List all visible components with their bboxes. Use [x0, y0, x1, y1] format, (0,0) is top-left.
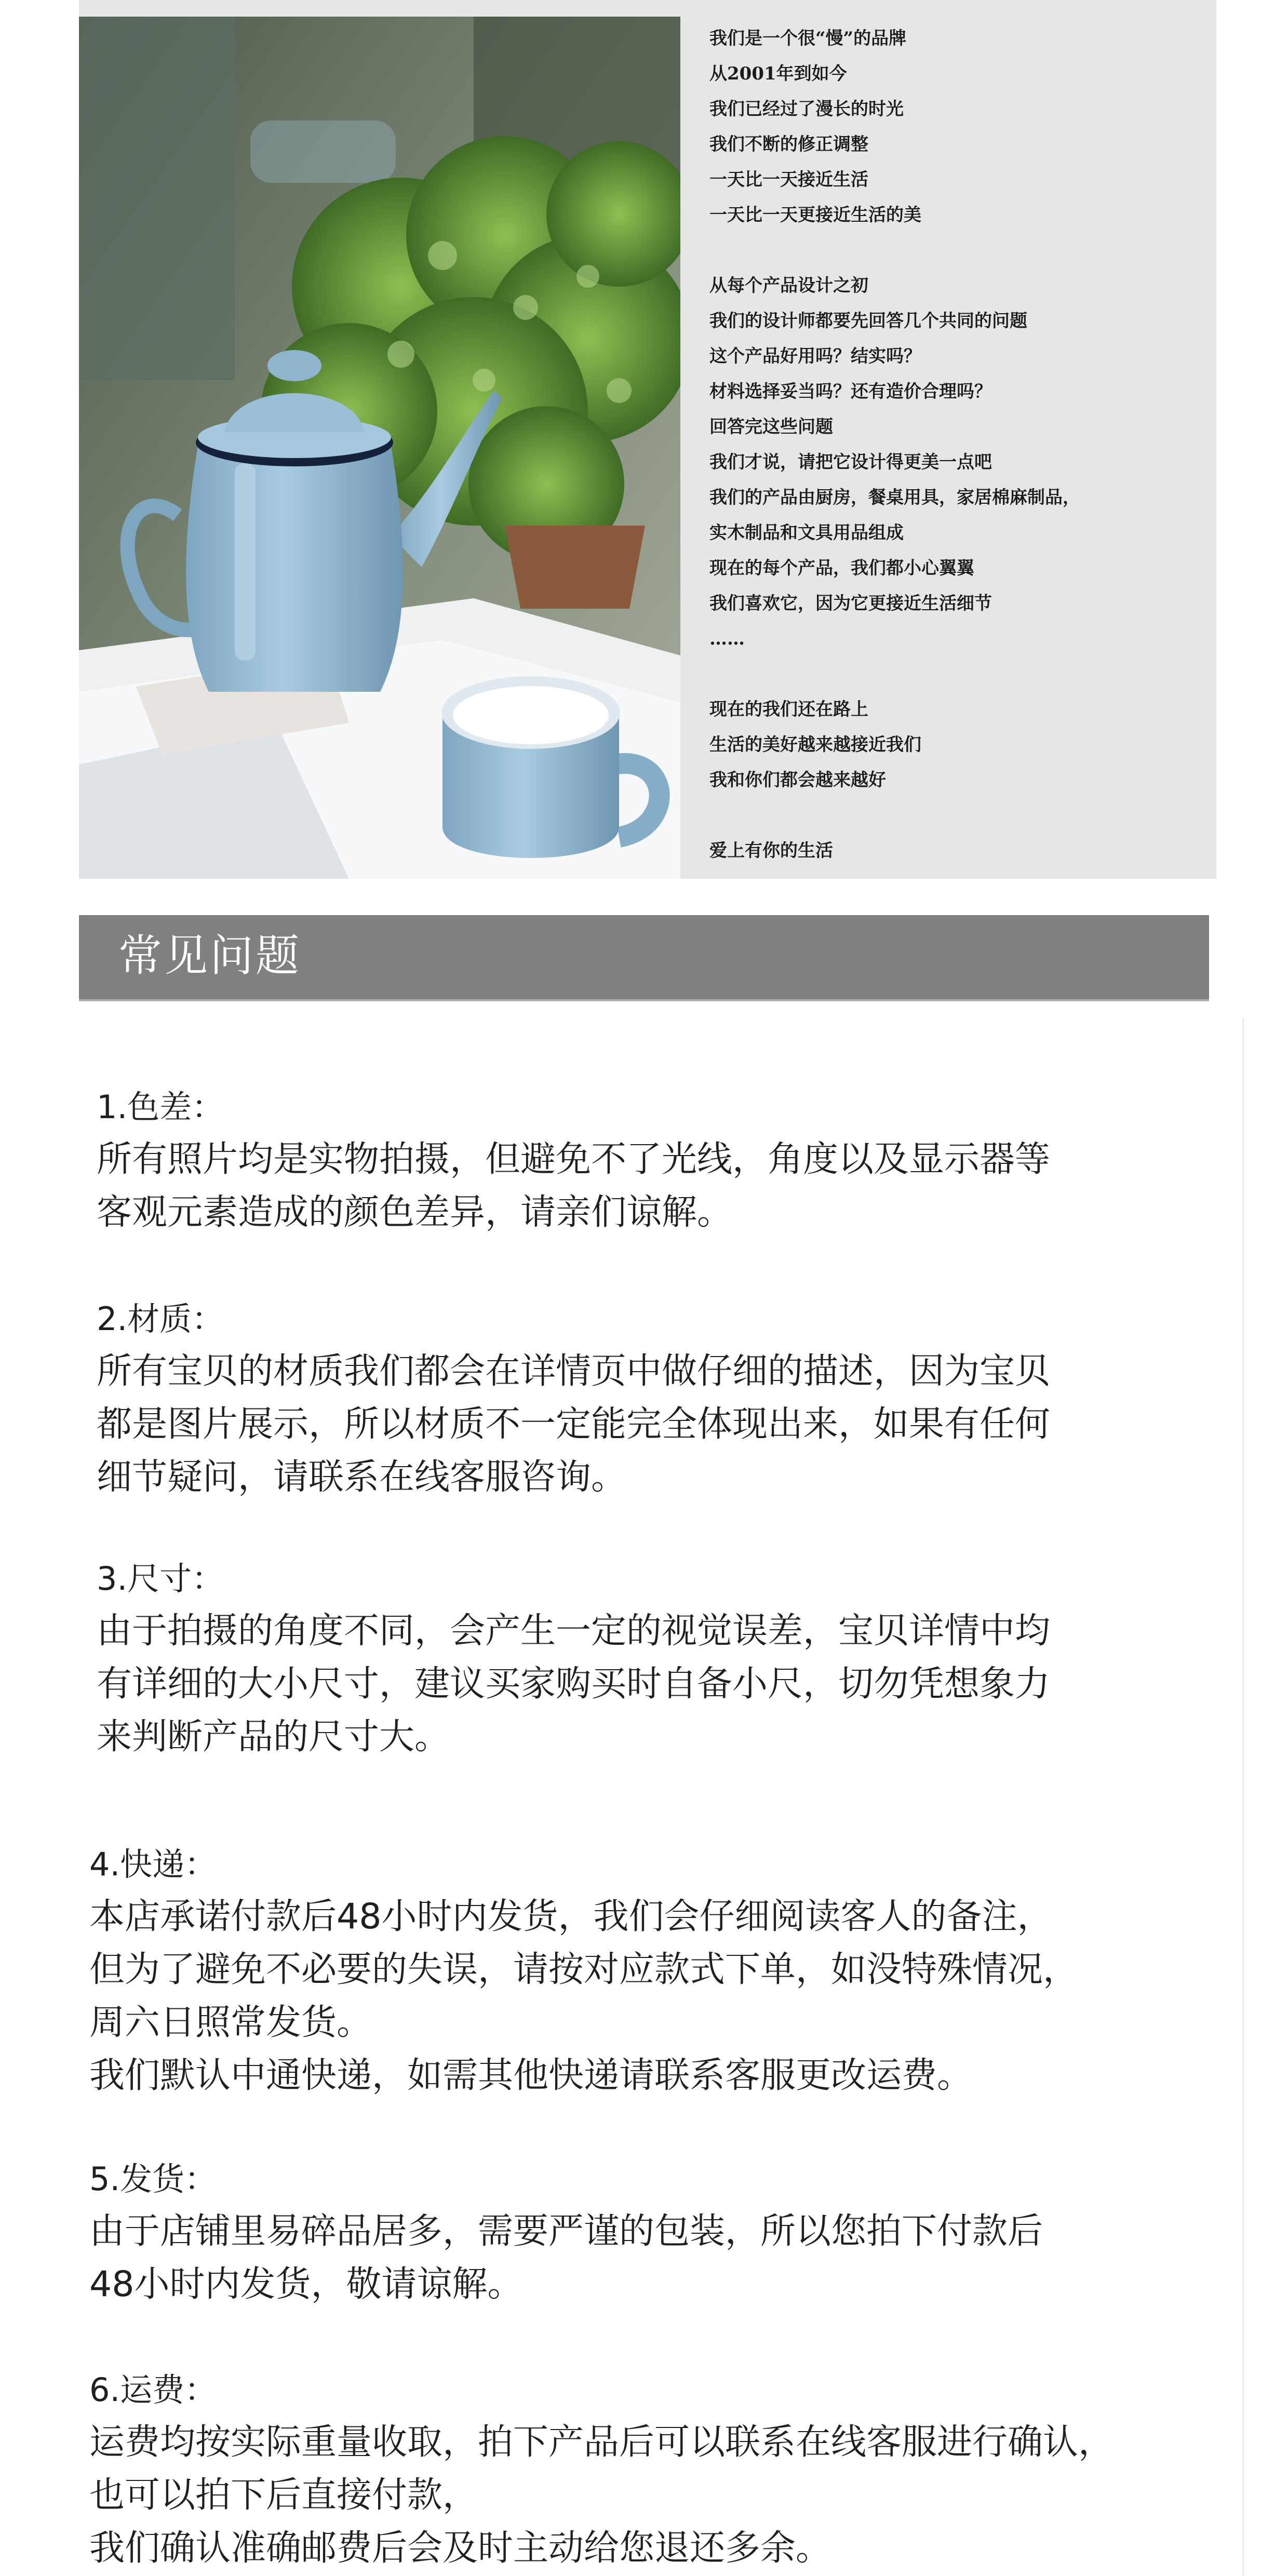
faq-answer-line: 48小时内发货，敬请谅解。: [89, 2264, 523, 2305]
faq-answer: [89, 2416, 1113, 2575]
story-line: 这个产品好用吗？结实吗？: [709, 346, 921, 367]
faq-answer-line: 本店承诺付款后48小时内发货，我们会仔细阅读客人的备注，: [89, 1896, 1053, 1937]
story-line: 我们不断的修正调整: [709, 134, 868, 155]
faq-answer-line: 细节疑问，请联系在线客服咨询。: [97, 1457, 627, 1498]
story-line: 实木制品和文具用品组成: [709, 522, 904, 543]
story-line: 我们才说，请把它设计得更美一点吧: [709, 452, 992, 473]
story-line: 我们的设计师都要先回答几个共同的问题: [709, 311, 1027, 331]
faq-answer-line: 所有宝贝的材质我们都会在详情页中做仔细的描述，因为宝贝: [97, 1351, 1051, 1392]
story-line: ……: [709, 628, 745, 649]
faq-answer-line: 我们默认中通快递，如需其他快递请联系客服更改运费。: [89, 2055, 973, 2096]
faq-question: 1.色差：: [97, 1088, 224, 1126]
story-line: 材料选择妥当吗？还有造价合理吗？: [709, 381, 992, 402]
faq-item-freight: [89, 2364, 1113, 2575]
faq-answer: [97, 1133, 1050, 1239]
faq-answer-line: 由于拍摄的角度不同，会产生一定的视觉误差，宝贝详情中均: [97, 1611, 1051, 1652]
faq-answer: [89, 2205, 1043, 2311]
faq-answer: [97, 1345, 1050, 1504]
faq-answer-line: 但为了避免不必要的失误，请按对应款式下单，如没特殊情况，: [89, 1949, 1079, 1990]
faq-answer: [97, 1605, 1050, 1764]
story-line: 回答完这些问题: [709, 417, 833, 437]
faq-answer-line: 所有照片均是实物拍摄，但避免不了光线，角度以及显示器等: [97, 1139, 1051, 1180]
story-line: 一天比一天接近生活: [709, 169, 868, 190]
faq-question: 5.发货：: [89, 2160, 217, 2198]
faq-answer-line: 都是图片展示，所以材质不一定能完全体现出来，如果有任何: [97, 1404, 1051, 1445]
faq-answer-line: 运费均按实际重量收取，拍下产品后可以联系在线客服进行确认，: [89, 2422, 1114, 2463]
faq-item-shipping: [89, 2153, 1043, 2311]
faq-header-bar: [79, 915, 1209, 1001]
faq-item-size: [97, 1553, 1050, 1764]
divider: [1242, 1018, 1244, 2576]
story-line: 一天比一天更接近生活的美: [709, 205, 921, 225]
story-line: 生活的美好越来越接近我们: [709, 734, 921, 755]
faq-question: 3.尺寸：: [97, 1560, 224, 1598]
faq-answer-line: 有详细的大小尺寸，建议买家购买时自备小尺，切勿凭想象力: [97, 1663, 1051, 1705]
story-spacer: [709, 798, 1208, 833]
faq-answer-line: 来判断产品的尺寸大。: [97, 1716, 450, 1757]
enamel-teapot-and-mug-illustration: [79, 17, 680, 879]
faq-item-express: [89, 1839, 1078, 2102]
brand-banner: [79, 0, 1216, 879]
faq-answer-line: 由于店铺里易碎品居多，需要严谨的包装，所以您拍下付款后: [89, 2211, 1043, 2252]
story-line: 我们是一个很“慢”的品牌: [709, 28, 907, 49]
story-line: 从每个产品设计之初: [709, 275, 868, 296]
story-line: 从2001年到如今: [709, 63, 847, 84]
faq-answer-line: 也可以拍下后直接付款，: [89, 2475, 478, 2516]
story-line: 现在的我们还在路上: [709, 699, 868, 720]
faq-answer: [89, 1890, 1078, 2102]
story-line: 我们的产品由厨房，餐桌用具，家居棉麻制品，: [709, 487, 1080, 508]
story-line: 现在的每个产品，我们都小心翼翼: [709, 558, 974, 579]
story-line: 我们已经过了漫长的时光: [709, 99, 904, 119]
faq-item-material: [97, 1293, 1050, 1504]
faq-answer-line: 我们确认准确邮费后会及时主动给您退还多余。: [89, 2528, 831, 2569]
story-line: 爱上有你的生活: [709, 840, 833, 861]
faq-question: 6.运费：: [89, 2371, 217, 2409]
product-photo: [79, 17, 680, 879]
story-line: 我们喜欢它，因为它更接近生活细节: [709, 593, 992, 614]
faq-question: 4.快递：: [89, 1845, 217, 1883]
faq-answer-line: 周六日照常发货。: [89, 2002, 372, 2043]
story-spacer: [709, 233, 1208, 268]
faq-item-color-difference: [97, 1081, 1050, 1239]
brand-story: [709, 21, 1208, 868]
story-line: 我和你们都会越来越好: [709, 770, 886, 790]
story-spacer: [709, 656, 1208, 692]
faq-answer-line: 客观元素造成的颜色差异，请亲们谅解。: [97, 1192, 733, 1233]
faq-title: 常见问题: [118, 930, 302, 981]
faq-question: 2.材质：: [97, 1300, 224, 1338]
